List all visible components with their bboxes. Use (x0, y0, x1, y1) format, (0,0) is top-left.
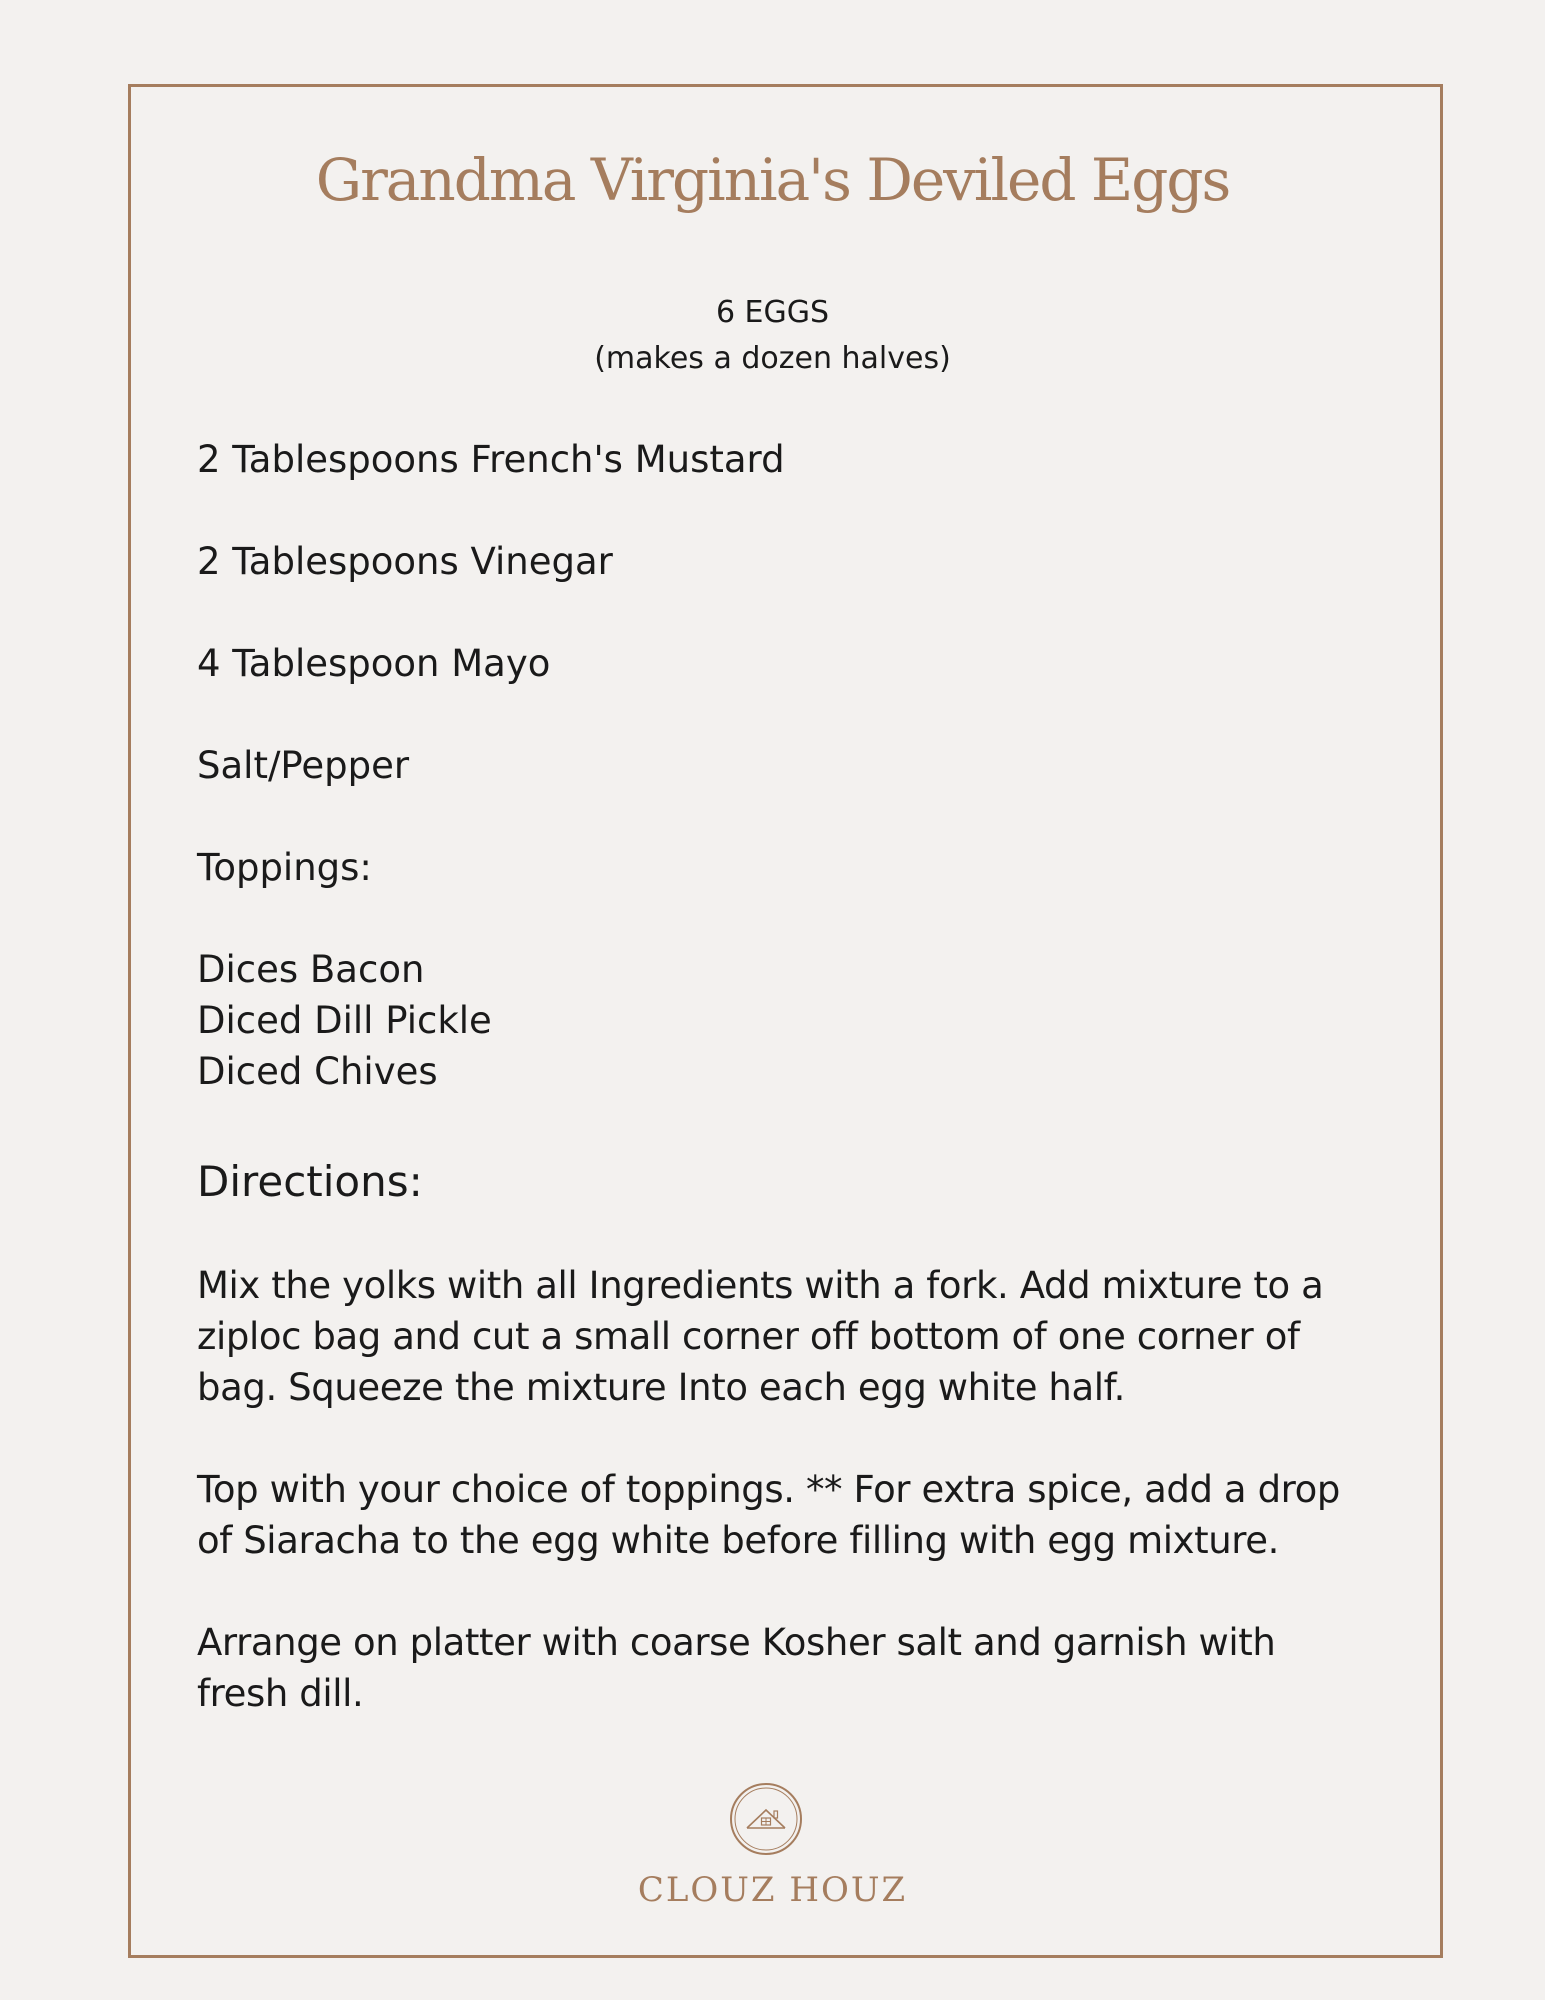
recipe-yield (0, 290, 1545, 382)
direction-step: Top with your choice of toppings. ** For extra spice, add a drop of Siaracha to the egg white before filling with egg mixture. (197, 1468, 1340, 1562)
topping-item: Dices Bacon (197, 948, 425, 991)
toppings-list (197, 944, 492, 1097)
directions-heading: Directions: (197, 1157, 423, 1206)
ingredient-item: 4 Tablespoon Mayo (197, 642, 551, 685)
ingredients-list (197, 434, 785, 944)
yield-count: 6 EGGS (715, 295, 830, 330)
yield-note: (makes a dozen halves) (594, 341, 951, 376)
recipe-title: Grandma Virginia's Deviled Eggs (315, 146, 1230, 214)
ingredient-item: 2 Tablespoons French's Mustard (197, 438, 785, 481)
direction-step: Arrange on platter with coarse Kosher salt and garnish with fresh dill. (197, 1621, 1276, 1715)
topping-item: Diced Dill Pickle (197, 999, 492, 1042)
ingredient-item: Salt/Pepper (197, 744, 410, 787)
brand-name: CLOUZ HOUZ (637, 1870, 908, 1910)
house-in-circle-icon (729, 1782, 803, 1856)
direction-step: Mix the yolks with all Ingredients with a fork. Add mixture to a ziploc bag and cut a small corner off bottom of one corner of bag. Squeeze the mixture Into each egg white half. (197, 1264, 1324, 1409)
ingredient-item: 2 Tablespoons Vinegar (197, 540, 613, 583)
directions-body (197, 1260, 1357, 1770)
toppings-heading: Toppings: (197, 846, 372, 889)
topping-item: Diced Chives (197, 1050, 438, 1093)
